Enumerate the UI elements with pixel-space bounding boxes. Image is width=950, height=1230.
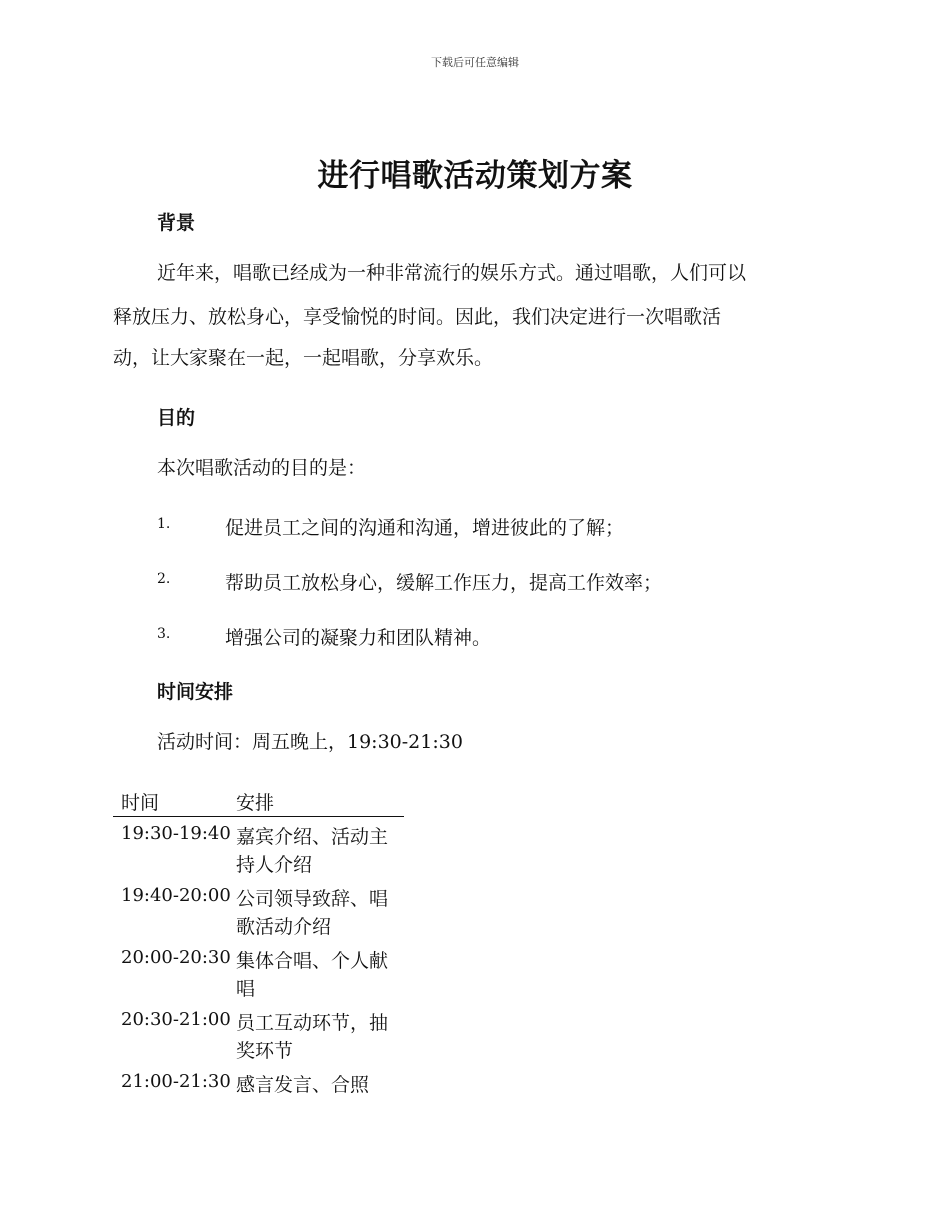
list-item-text: 帮助员工放松身心，缓解工作压力，提高工作效率； [225,572,663,594]
table-row [113,879,404,941]
purpose-intro: 本次唱歌活动的目的是： [157,457,367,479]
background-paragraph-line: 动，让大家聚在一起，一起唱歌，分享欢乐。 [113,347,494,369]
table-cell-time: 19:40-20:00 [121,885,231,906]
background-paragraph-line: 近年来，唱歌已经成为一种非常流行的娱乐方式。通过唱歌，人们可以 [157,262,747,284]
table-cell-arrangement: 公司领导致辞、唱歌活动介绍 [236,888,389,938]
table-cell-arrangement: 员工互动环节，抽奖环节 [236,1012,389,1062]
table-row [113,1065,404,1127]
section-heading-schedule: 时间安排 [157,681,234,703]
table-header-time: 时间 [121,792,160,814]
table-cell-time: 20:30-21:00 [121,1009,231,1030]
activity-time: 活动时间：周五晚上，19:30-21:30 [157,731,463,753]
table-cell-arrangement: 感言发言、合照 [236,1074,370,1096]
list-item-text: 增强公司的凝聚力和团队精神。 [225,627,492,649]
page-header-note: 下载后可任意编辑 [431,56,519,69]
table-row [113,1003,404,1065]
section-heading-background: 背景 [157,212,196,234]
list-item-text: 促进员工之间的沟通和沟通，增进彼此的了解； [225,517,625,539]
list-item-number: 2. [157,571,171,587]
table-cell-time: 21:00-21:30 [121,1071,231,1092]
background-paragraph-line: 释放压力、放松身心，享受愉悦的时间。因此，我们决定进行一次唱歌活 [113,306,722,328]
schedule-table [113,786,404,1127]
table-cell-time: 19:30-19:40 [121,823,231,844]
list-item-number: 3. [157,626,171,642]
section-heading-purpose: 目的 [157,407,196,429]
table-row [113,941,404,1003]
list-item-number: 1. [157,516,171,532]
table-cell-arrangement: 集体合唱、个人献唱 [236,950,389,1000]
table-header-arrangement: 安排 [236,792,275,814]
document-title: 进行唱歌活动策划方案 [317,158,633,194]
table-row [113,817,404,879]
table-cell-arrangement: 嘉宾介绍、活动主持人介绍 [236,826,389,876]
table-header-row [113,786,404,817]
table-cell-time: 20:00-20:30 [121,947,231,968]
